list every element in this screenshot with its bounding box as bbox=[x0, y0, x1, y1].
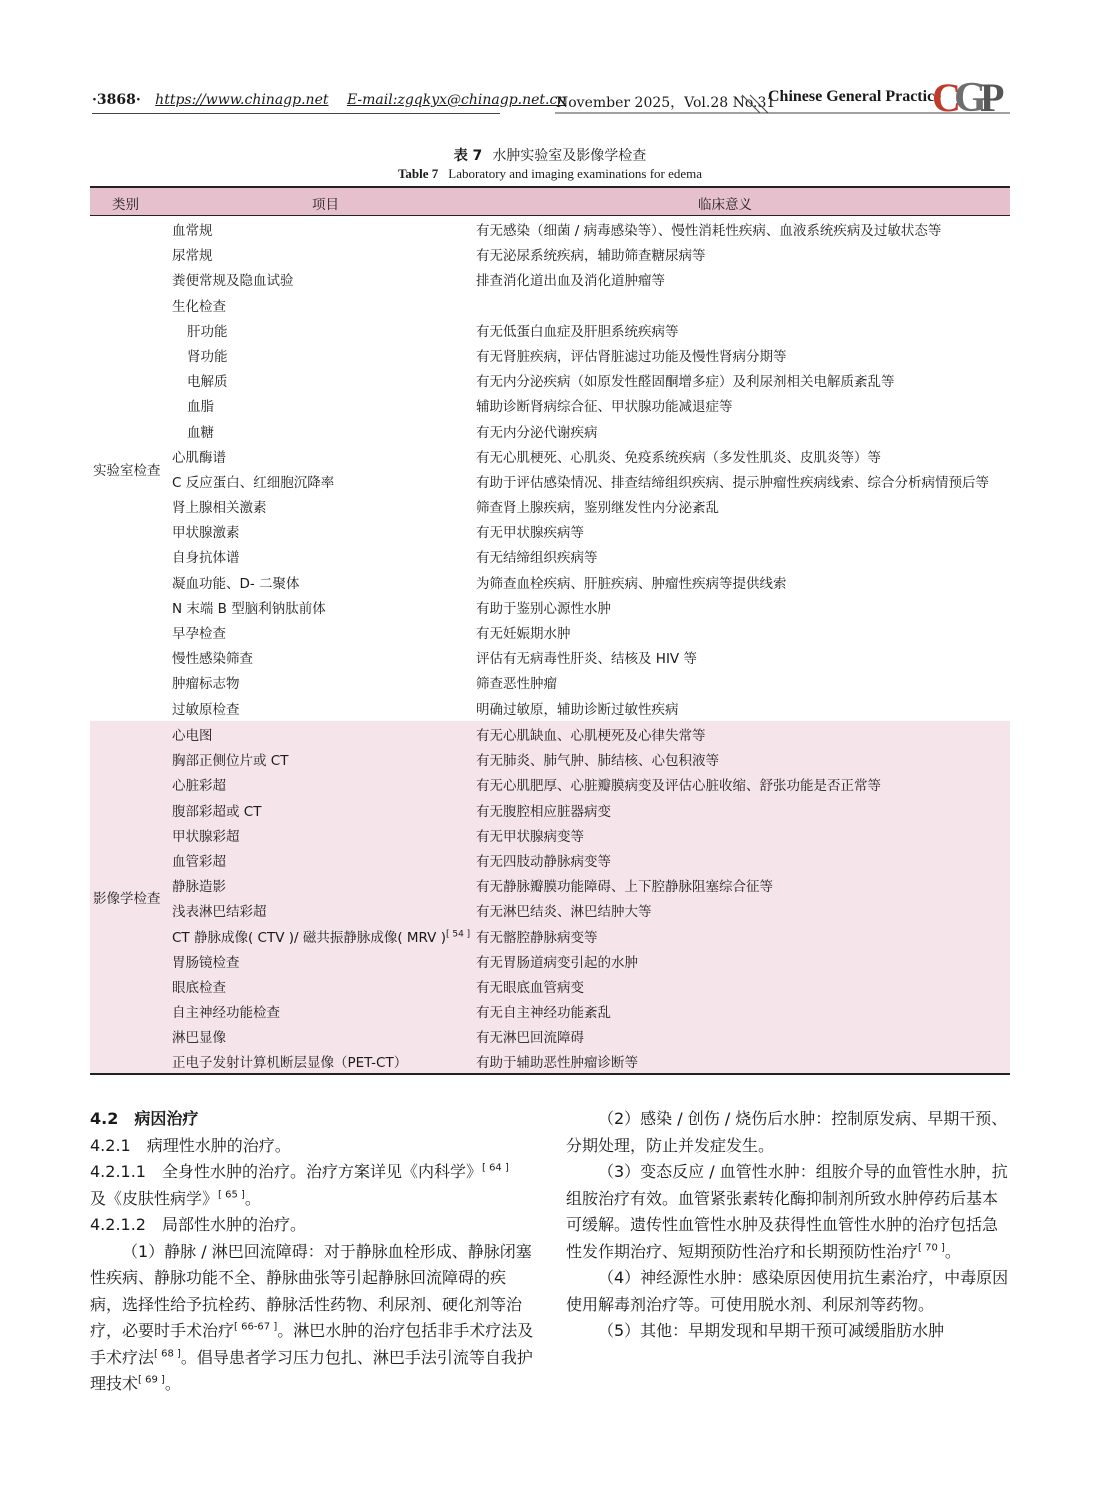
row-meaning: 有无心肌肥厚、心脏瓣膜病变及评估心脏收缩、舒张功能是否正常等 bbox=[476, 778, 881, 795]
row-item: 凝血功能、D- 二聚体 bbox=[172, 575, 300, 592]
table-row bbox=[90, 619, 1010, 644]
row-item: 心肌酶谱 bbox=[172, 449, 226, 466]
table-row bbox=[90, 317, 1010, 342]
table-row bbox=[90, 518, 1010, 543]
table-row bbox=[90, 822, 1010, 847]
table-row bbox=[90, 721, 1010, 746]
paragraph-4-2-1-1 bbox=[90, 1159, 536, 1212]
citation-ref-68: [ 68 ] bbox=[154, 1348, 181, 1360]
group-name-laboratory: 实验室检查 bbox=[93, 462, 161, 479]
table-header-row bbox=[90, 188, 1010, 216]
citation-ref-66-67: [ 66-67 ] bbox=[234, 1321, 278, 1333]
row-item: 淋巴显像 bbox=[172, 1030, 226, 1047]
row-item: 肾上腺相关激素 bbox=[172, 500, 267, 517]
row-item: 自主神经功能检查 bbox=[172, 1005, 280, 1022]
journal-email-link[interactable]: E-mail:zgqkyx@chinagp.net.cn bbox=[346, 92, 567, 108]
table-row bbox=[90, 594, 1010, 619]
group-laboratory bbox=[90, 216, 1010, 721]
citation-ref-54: [ 54 ] bbox=[445, 929, 471, 939]
row-item: 胸部正侧位片或 CT bbox=[172, 753, 289, 770]
row-meaning: 有无淋巴回流障碍 bbox=[476, 1030, 584, 1047]
text-segment: 。倡导患者学习压力包扎、淋巴手法引流等自我护理技术 bbox=[90, 1347, 533, 1393]
row-item: 肿瘤标志物 bbox=[172, 676, 240, 693]
row-meaning: 有助于鉴别心源性水肿 bbox=[476, 600, 611, 617]
text-segment: （1）静脉 / 淋巴回流障碍：对于静脉血栓形成、静脉闭塞性疾病、静脉功能不全、静脉曲张等引起静脉回流障碍的疾病，选择性给予抗栓药、静脉活性药物、利尿剂、硬化剂等治疗，必要时手术治疗 bbox=[90, 1241, 532, 1340]
table-row bbox=[90, 669, 1010, 694]
row-meaning: 有无静脉瓣膜功能障碍、上下腔静脉阻塞综合征等 bbox=[476, 879, 773, 896]
section-heading-4-2: 4.2 病因治疗 bbox=[90, 1109, 199, 1128]
row-meaning: 辅助诊断肾病综合征、甲状腺功能减退症等 bbox=[476, 399, 733, 416]
table-row bbox=[90, 367, 1010, 392]
table-row bbox=[90, 1048, 1010, 1073]
row-meaning: 有无泌尿系统疾病，辅助筛查糖尿病等 bbox=[476, 248, 706, 265]
row-meaning: 有助于评估感染情况、排查结缔组织疾病、提示肿瘤性疾病线索、综合分析病情预后等 bbox=[476, 474, 989, 491]
row-meaning: 有无低蛋白血症及肝胆系统疾病等 bbox=[476, 323, 679, 340]
paragraph-other: （5）其他：早期发现和早期干预可减缓脂肪水肿 bbox=[598, 1321, 945, 1340]
text-segment: 。淋巴水肿的治疗包括非手术疗法及手术疗法 bbox=[90, 1321, 534, 1367]
issue-info: November 2025，Vol.28 No.31 bbox=[556, 95, 776, 111]
row-meaning: 有无自主神经功能紊乱 bbox=[476, 1005, 611, 1022]
text-segment: 。 bbox=[244, 1188, 261, 1208]
table-row bbox=[90, 292, 1010, 317]
table-row bbox=[90, 746, 1010, 771]
row-item: 腹部彩超或 CT bbox=[172, 803, 262, 820]
table-row bbox=[90, 695, 1010, 720]
subsection-heading-4-2-1-2: 4.2.1.2 局部性水肿的治疗。 bbox=[90, 1215, 306, 1234]
text-column-right bbox=[566, 1106, 1012, 1345]
row-item: 过敏原检查 bbox=[172, 701, 240, 718]
row-item: 胃肠镜检查 bbox=[172, 954, 240, 971]
journal-name: Chinese General Practice bbox=[768, 88, 942, 105]
row-item: 血常规 bbox=[172, 223, 213, 239]
table-row bbox=[90, 644, 1010, 669]
row-meaning: 有无内分泌疾病（如原发性醛固酮增多症）及利尿剂相关电解质紊乱等 bbox=[476, 374, 895, 391]
group-name-imaging: 影像学检查 bbox=[93, 891, 161, 907]
table-row bbox=[90, 443, 1010, 468]
table-row bbox=[90, 468, 1010, 493]
text-segment: 4.2.1.1 全身性水肿的治疗。治疗方案详见《内科学》 bbox=[90, 1162, 482, 1181]
row-meaning: 有助于辅助恶性肿瘤诊断等 bbox=[476, 1055, 638, 1072]
row-item: 静脉造影 bbox=[172, 879, 226, 896]
table-row bbox=[90, 266, 1010, 291]
row-meaning: 明确过敏原，辅助诊断过敏性疾病 bbox=[476, 701, 679, 718]
table-row bbox=[90, 771, 1010, 796]
row-meaning: 有无结缔组织疾病等 bbox=[476, 550, 598, 567]
table-row bbox=[90, 973, 1010, 998]
table-row bbox=[90, 543, 1010, 568]
column-header-meaning: 临床意义 bbox=[698, 197, 752, 213]
logo-letter-p: P bbox=[980, 75, 1005, 120]
citation-ref-64: [ 64 ] bbox=[481, 1162, 509, 1174]
table-row bbox=[90, 847, 1010, 872]
text-segment: （3）变态反应 / 血管性水肿：组胺介导的血管性水肿，抗组胺治疗有效。血管紧张素转化酶抑制剂所致水肿停药后基本可缓解。遗传性血管性水肿及获得性血管性水肿的治疗包括急性发作期治疗、短期预防性治疗和长期预防性治疗 bbox=[566, 1162, 1008, 1261]
table-row bbox=[90, 797, 1010, 822]
row-meaning: 评估有无病毒性肝炎、结核及 HIV 等 bbox=[476, 651, 697, 668]
examinations-table bbox=[90, 186, 1010, 1075]
row-item: C 反应蛋白、红细胞沉降率 bbox=[172, 474, 335, 491]
table-row bbox=[90, 493, 1010, 518]
table-row bbox=[90, 569, 1010, 594]
table-title-zh: 水肿实验室及影像学检查 bbox=[492, 148, 647, 164]
logo-letter-c: C bbox=[932, 75, 961, 120]
table-label-zh: 表 7 bbox=[453, 148, 483, 164]
table-row bbox=[90, 948, 1010, 973]
page-header bbox=[0, 0, 1100, 130]
row-meaning: 有无甲状腺疾病等 bbox=[476, 525, 584, 542]
row-item bbox=[172, 926, 470, 946]
citation-ref-65: [ 65 ] bbox=[218, 1189, 245, 1201]
logo-letter-g: G bbox=[954, 75, 987, 121]
row-meaning: 有无甲状腺病变等 bbox=[476, 828, 584, 845]
table-row bbox=[90, 1023, 1010, 1048]
table-row bbox=[90, 241, 1010, 266]
table-label-en: Table 7 bbox=[397, 166, 439, 181]
row-meaning: 有无内分泌代谢疾病 bbox=[476, 424, 598, 441]
table-row bbox=[90, 872, 1010, 897]
paragraph-infection-trauma: （2）感染 / 创伤 / 烧伤后水肿：控制原发病、早期干预、分期处理，防止并发症发生。 bbox=[566, 1109, 1008, 1155]
journal-url-link[interactable]: https://www.chinagp.net bbox=[155, 92, 329, 108]
group-imaging bbox=[90, 721, 1010, 1073]
journal-logo bbox=[932, 75, 1014, 121]
row-item: 肝功能 bbox=[187, 323, 228, 340]
row-meaning: 有无髂腔静脉病变等 bbox=[476, 929, 598, 946]
paragraph-allergic-angioedema bbox=[566, 1159, 1012, 1265]
page-number: ·3868· bbox=[92, 92, 141, 108]
column-header-category: 类别 bbox=[112, 197, 139, 213]
table-title-en: Laboratory and imaging examinations for edema bbox=[448, 166, 703, 181]
row-meaning: 有无心肌缺血、心肌梗死及心律失常等 bbox=[476, 728, 706, 744]
table-row bbox=[90, 897, 1010, 922]
row-meaning: 排查消化道出血及消化道肿瘤等 bbox=[476, 273, 665, 290]
table-row bbox=[90, 216, 1010, 241]
citation-ref-69: [ 69 ] bbox=[138, 1374, 165, 1386]
paragraph-venous-lymph bbox=[90, 1239, 536, 1398]
text-segment: 。 bbox=[944, 1241, 961, 1261]
row-item: 正电子发射计算机断层显像（PET-CT） bbox=[172, 1055, 408, 1072]
row-item: 浅表淋巴结彩超 bbox=[172, 904, 267, 921]
table-row bbox=[90, 923, 1010, 948]
row-meaning: 有无胃肠道病变引起的水肿 bbox=[476, 954, 638, 971]
row-item: 心脏彩超 bbox=[172, 778, 226, 795]
row-meaning: 有无淋巴结炎、淋巴结肿大等 bbox=[476, 904, 652, 921]
subsection-heading-4-2-1: 4.2.1 病理性水肿的治疗。 bbox=[90, 1135, 291, 1155]
citation-ref-70: [ 70 ] bbox=[918, 1242, 945, 1254]
row-item: 血糖 bbox=[187, 424, 214, 441]
row-meaning: 有无妊娠期水肿 bbox=[476, 626, 571, 642]
row-item: 自身抗体谱 bbox=[172, 550, 240, 567]
table-caption-en bbox=[0, 166, 1100, 182]
row-item: 甲状腺彩超 bbox=[172, 828, 240, 845]
row-meaning: 有无眼底血管病变 bbox=[476, 979, 584, 996]
table-caption-zh bbox=[0, 145, 1100, 165]
row-item: 电解质 bbox=[187, 374, 228, 391]
row-meaning: 有无感染（细菌 / 病毒感染等）、慢性消耗性疾病、血液系统疾病及过敏状态等 bbox=[476, 223, 942, 239]
row-item: 生化检查 bbox=[172, 298, 226, 315]
row-item: 甲状腺激素 bbox=[172, 525, 240, 542]
text-segment: 。 bbox=[164, 1374, 181, 1393]
row-item: 慢性感染筛查 bbox=[172, 651, 253, 668]
row-item: 心电图 bbox=[172, 728, 213, 744]
table-row bbox=[90, 418, 1010, 443]
column-header-item: 项目 bbox=[312, 197, 339, 213]
row-meaning: 有无腹腔相应脏器病变 bbox=[476, 803, 611, 820]
paragraph-neurogenic: （4）神经源性水肿：感染原因使用抗生素治疗，中毒原因使用解毒剂治疗等。可使用脱水剂、利尿剂等药物。 bbox=[566, 1268, 1009, 1314]
row-item: 早孕检查 bbox=[172, 626, 226, 642]
row-item: 肾功能 bbox=[187, 348, 228, 365]
row-meaning: 筛查恶性肿瘤 bbox=[476, 676, 557, 693]
row-meaning: 筛查肾上腺疾病，鉴别继发性内分泌紊乱 bbox=[476, 500, 719, 517]
row-meaning: 为筛查血栓疾病、肝脏疾病、肿瘤性疾病等提供线索 bbox=[476, 575, 787, 592]
table-row bbox=[90, 998, 1010, 1023]
row-item: 血脂 bbox=[187, 399, 214, 416]
row-item: 眼底检查 bbox=[172, 979, 226, 996]
text-column-left bbox=[90, 1106, 536, 1398]
row-meaning: 有无四肢动静脉病变等 bbox=[476, 853, 611, 870]
row-item: N 末端 B 型脑利钠肽前体 bbox=[172, 600, 326, 617]
row-item: 血管彩超 bbox=[172, 853, 226, 870]
row-item-text: CT 静脉成像( CTV )/ 磁共振静脉成像( MRV ) bbox=[172, 929, 446, 946]
row-meaning: 有无肾脏疾病，评估肾脏滤过功能及慢性肾病分期等 bbox=[476, 348, 787, 365]
row-item: 尿常规 bbox=[172, 248, 213, 265]
row-item: 粪便常规及隐血试验 bbox=[172, 273, 294, 290]
table-row bbox=[90, 342, 1010, 367]
table-row bbox=[90, 392, 1010, 417]
row-meaning: 有无心肌梗死、心肌炎、免疫系统疾病（多发性肌炎、皮肌炎等）等 bbox=[476, 449, 881, 466]
text-segment: 及《皮肤性病学》 bbox=[90, 1188, 219, 1208]
row-meaning: 有无肺炎、肺气肿、肺结核、心包积液等 bbox=[476, 753, 719, 770]
